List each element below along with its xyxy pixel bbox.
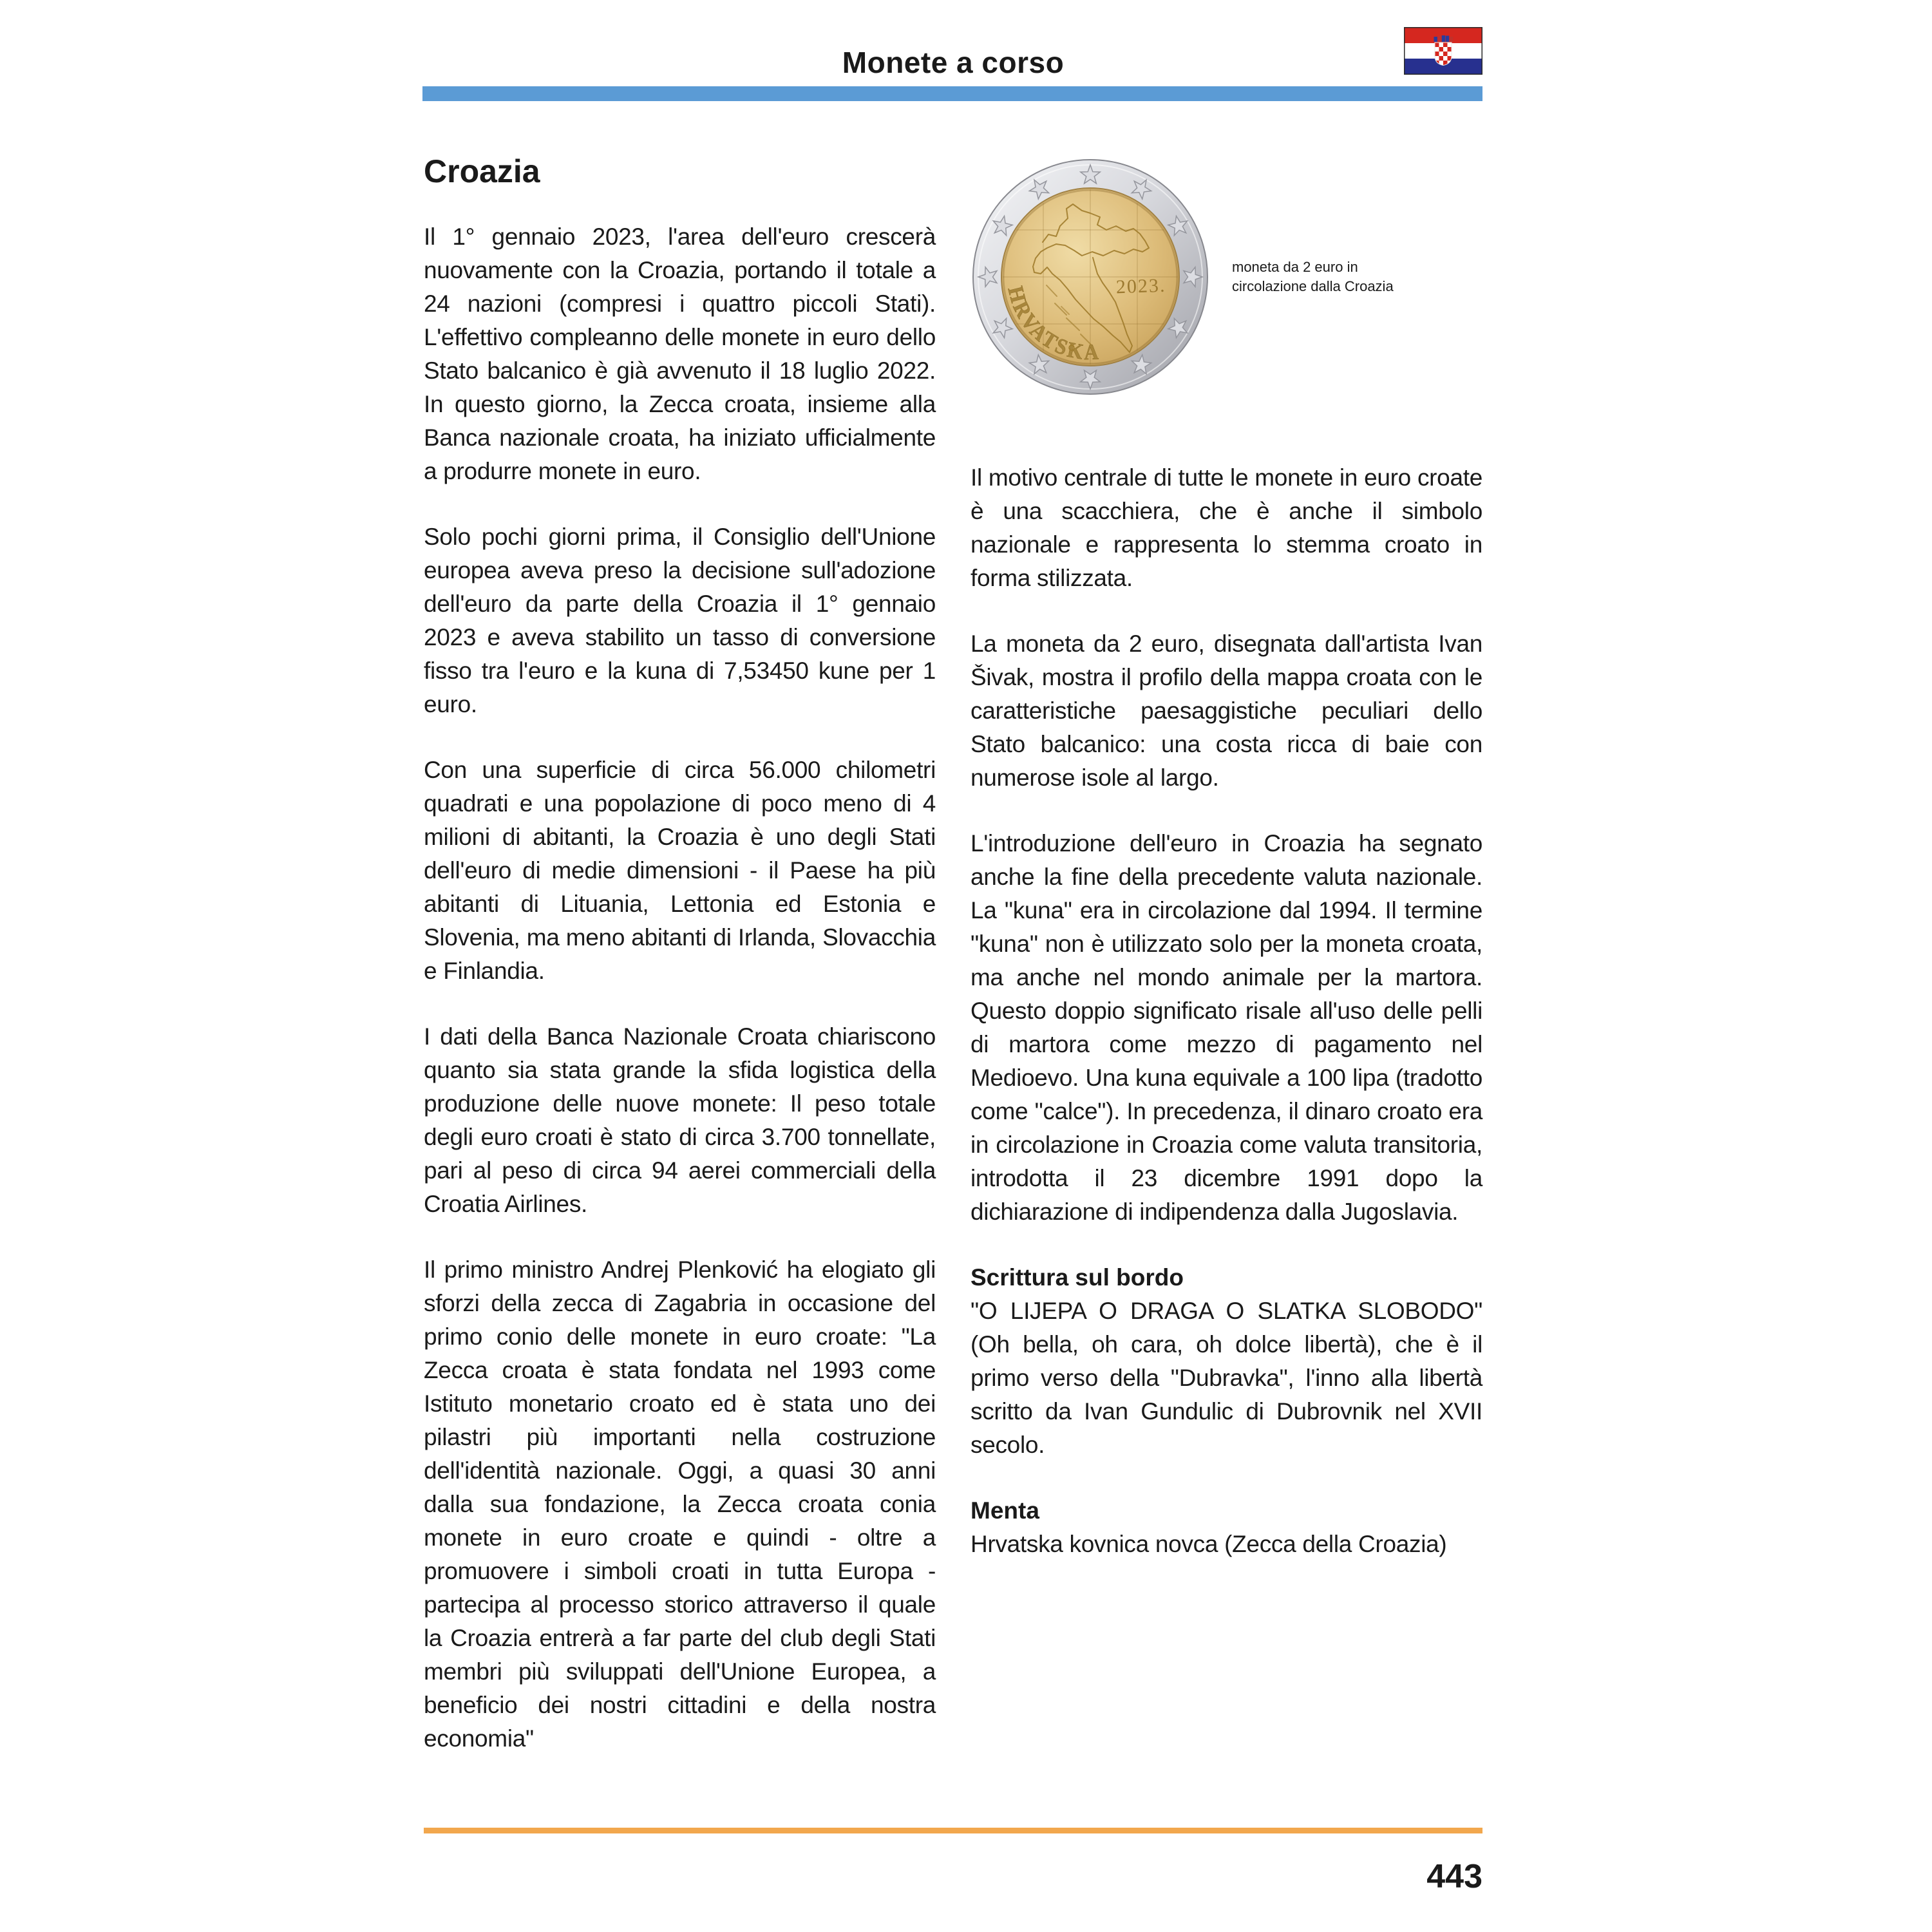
coin-figure: [971, 155, 1482, 399]
left-column: [424, 155, 936, 1756]
paragraph: Il 1° gennaio 2023, l'area dell'euro crescerà nuovamente con la Croazia, portando il totale a 24 nazioni (compresi i quattro piccoli Stati). L'effettivo compleanno delle monete in euro dello Stato balcanico è già avvenuto il 18 luglio 2022. In questo giorno, la Zecca croata, insieme alla Banca nazionale croata, ha iniziato ufficialmente a produrre monete in euro.: [424, 223, 936, 484]
croatia-flag-icon: [1404, 27, 1482, 75]
page-number: 443: [1426, 1858, 1482, 1895]
paragraph: Con una superficie di circa 56.000 chilometri quadrati e una popolazione di poco meno di 4 milioni di abitanti, la Croazia è uno degli Stati dell'euro di medie dimensioni - il Paese ha più abitanti di Lituania, Lettonia ed Estonia e Slovenia, ma meno abitanti di Irlanda, Slovacchia e Finlandia.: [424, 757, 936, 984]
paragraph: L'introduzione dell'euro in Croazia ha segnato anche la fine della precedente valuta nazionale. La "kuna" era in circolazione dal 1994. Il termine "kuna" non è utilizzato solo per la moneta croata, ma anche nel mondo animale per la martora. Questo doppio significato risale all'uso delle pelli di martora come mezzo di pagamento nel Medioevo. Una kuna equivale a 100 lipa (tradotto come "calce"). In precedenza, il dinaro croato era in circolazione in Croazia come valuta transitoria, introdotta il 23 dicembre 1991 dopo la dichiarazione di indipendenza dalla Jugoslavia.: [971, 830, 1482, 1225]
coin-year: 2023.: [1115, 274, 1166, 298]
flag-shield: [1435, 43, 1452, 66]
article-body: [424, 155, 1482, 1756]
page-title: Monete a corso: [842, 46, 1065, 79]
coin-country-label: HRVATSKA: [1003, 283, 1103, 365]
section-body-edge-lettering: "O LIJEPA O DRAGA O SLATKA SLOBODO" (Oh bella, oh cara, oh dolce libertà), che è il primo verso della "Dubravka", l'inno alla libertà scritto da Ivan Gundulic di Dubrovnik nel XVII secolo.: [971, 1298, 1482, 1458]
paragraph: La moneta da 2 euro, disegnata dall'artista Ivan Šivak, mostra il profilo della mappa croata con le caratteristiche paesaggistiche peculiari dello Stato balcanico: una costa ricca di baie con numerose isole al largo.: [971, 630, 1482, 791]
paragraph: Solo pochi giorni prima, il Consiglio dell'Unione europea aveva preso la decisione sull'adozione dell'euro da parte della Croazia il 1° gennaio 2023 e aveva stabilito un tasso di conversione fisso tra l'euro e la kuna di 7,53450 kune per 1 euro.: [424, 524, 936, 717]
paragraph: I dati della Banca Nazionale Croata chiariscono quanto sia stata grande la sfida logistica della produzione delle nuove monete: Il peso totale degli euro croati è stato di circa 3.700 tonnellate, pari al peso di circa 94 aerei commerciali della Croatia Airlines.: [424, 1023, 936, 1217]
page: [424, 0, 1482, 1932]
footer-rule: [424, 1828, 1482, 1833]
paragraph: Il motivo centrale di tutte le monete in euro croate è una scacchiera, che è anche il simbolo nazionale e rappresenta lo stemma croato in forma stilizzata.: [971, 464, 1482, 591]
section-body-mint: Hrvatska kovnica novca (Zecca della Croazia): [971, 1531, 1447, 1557]
right-column: [971, 155, 1482, 1756]
section-heading-mint: Menta: [971, 1497, 1039, 1524]
section-heading-edge-lettering: Scrittura sul bordo: [971, 1264, 1184, 1291]
coin-image: [971, 155, 1210, 399]
coin-caption: moneta da 2 euro in circolazione dalla Croazia: [1232, 259, 1394, 294]
header-rule: [422, 86, 1482, 101]
article-heading: Croazia: [424, 153, 540, 189]
paragraph: Il primo ministro Andrej Plenković ha elogiato gli sforzi della zecca di Zagabria in occasione del primo conio delle monete in euro croate: "La Zecca croata è stata fondata nel 1993 come Istituto monetario croato ed è stata uno dei pilastri più importanti nella costruzione dell'identità nazionale. Oggi, a quasi 30 anni dalla sua fondazione, la Zecca croata conia monete in euro croate e quindi - oltre a promuovere i simboli croati in tutta Europa - partecipa al processo storico attraverso il quale la Croazia entrerà a far parte del club degli Stati membri più sviluppati dell'Unione Europea, a beneficio dei nostri cittadini e della nostra economia": [424, 1256, 936, 1752]
